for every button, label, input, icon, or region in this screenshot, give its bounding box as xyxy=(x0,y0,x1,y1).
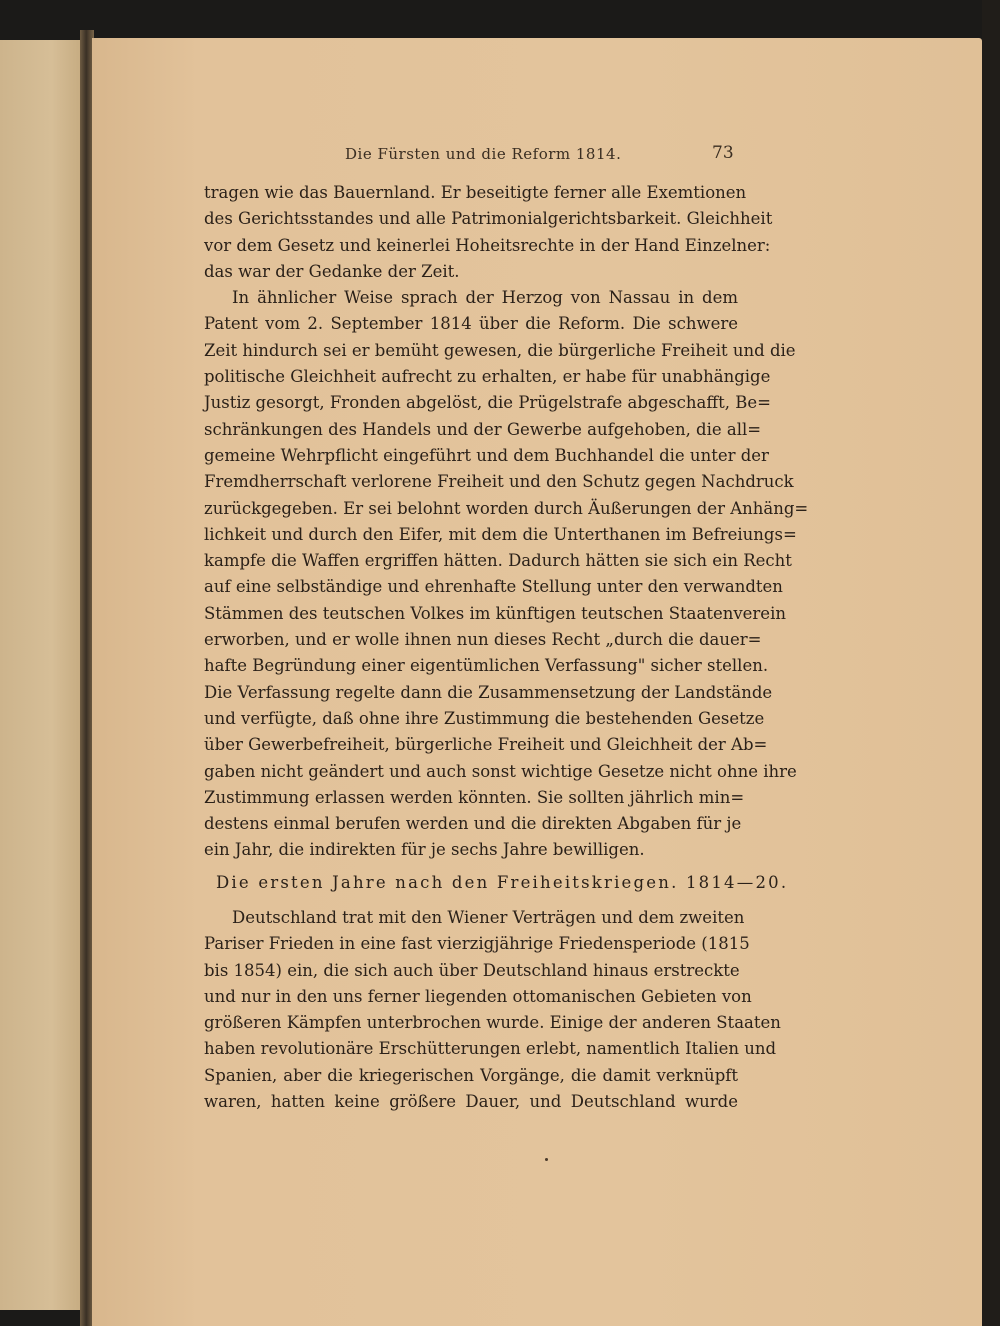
text-line: des Gerichtsstandes und alle Patrimonialgerichtsbarkeit. Gleichheit xyxy=(204,209,773,229)
text-line: auf eine selbständige und ehrenhafte Stellung unter den verwandten xyxy=(204,577,783,597)
text-line: Patent vom 2. September 1814 über die Reform. Die schwere xyxy=(204,314,738,334)
text-line: Stämmen des teutschen Volkes im künftigen teutschen Staatenverein xyxy=(204,603,786,623)
text-line: über Gewerbefreiheit, bürgerliche Freiheit und Gleichheit der Ab= xyxy=(204,735,768,755)
text-line: In ähnlicher Weise sprach der Herzog von Nassau in dem xyxy=(232,288,738,308)
text-line: schränkungen des Handels und der Gewerbe aufgehoben, die all= xyxy=(204,419,762,439)
running-head: Die Fürsten und die Reform 1814. xyxy=(345,145,622,163)
text-line: vor dem Gesetz und keinerlei Hoheitsrechte in der Hand Einzelner: xyxy=(204,235,771,255)
text-line: lichkeit und durch den Eifer, mit dem die Unterthanen im Befreiungs= xyxy=(204,524,797,544)
text-line: und nur in den uns ferner liegenden ottomanischen Gebieten von xyxy=(204,986,752,1006)
text-line: hafte Begründung einer eigentümlichen Verfassung" sicher stellen. xyxy=(204,656,769,676)
text-line: ein Jahr, die indirekten für je sechs Jahre bewilligen. xyxy=(204,840,645,860)
text-line: Fremdherrschaft verlorene Freiheit und den Schutz gegen Nachdruck xyxy=(204,472,794,492)
paper-speck xyxy=(545,1158,548,1161)
text-line: haben revolutionäre Erschütterungen erlebt, namentlich Italien und xyxy=(204,1039,777,1059)
text-line: Die Verfassung regelte dann die Zusammensetzung der Landstände xyxy=(204,682,773,702)
page-number: 73 xyxy=(712,143,734,163)
left-page-edge xyxy=(0,40,86,1310)
text-line: Justiz gesorgt, Fronden abgelöst, die Prügelstrafe abgeschafft, Be= xyxy=(204,393,771,413)
text-line: gemeine Wehrpflicht eingeführt und dem Buchhandel die unter der xyxy=(204,445,769,465)
text-line: tragen wie das Bauernland. Er beseitigte ferner alle Exemtionen xyxy=(204,183,747,202)
body-text xyxy=(204,180,809,864)
text-line: waren, hatten keine größere Dauer, und Deutschland wurde xyxy=(204,1092,738,1112)
text-line: Pariser Frieden in eine fast vierzigjährige Friedensperiode (1815 xyxy=(204,934,750,954)
text-line: politische Gleichheit aufrecht zu erhalten, er habe für unabhängige xyxy=(204,367,771,387)
text-line: größeren Kämpfen unterbrochen wurde. Einige der anderen Staaten xyxy=(204,1013,781,1033)
text-line: kampfe die Waffen ergriffen hätten. Dadurch hätten sie sich ein Recht xyxy=(204,551,792,571)
text-line: Zeit hindurch sei er bemüht gewesen, die bürgerliche Freiheit und die xyxy=(204,340,796,360)
text-line: destens einmal berufen werden und die direkten Abgaben für je xyxy=(204,814,742,834)
text-line: erworben, und er wolle ihnen nun dieses Recht „durch die dauer= xyxy=(204,630,762,650)
text-line: zurückgegeben. Er sei belohnt worden durch Äußerungen der Anhäng= xyxy=(204,498,809,518)
body-text xyxy=(204,905,781,1115)
section-heading: Die ersten Jahre nach den Freiheitskriegen. 1814—20. xyxy=(216,873,789,892)
text-line: gaben nicht geändert und auch sonst wichtige Gesetze nicht ohne ihre xyxy=(204,761,797,781)
text-line: das war der Gedanke der Zeit. xyxy=(204,261,460,281)
scan-border xyxy=(982,0,1000,1326)
text-line: bis 1854) ein, die sich auch über Deutschland hinaus erstreckte xyxy=(204,960,740,980)
text-line: Zustimmung erlassen werden könnten. Sie sollten jährlich min= xyxy=(204,787,745,807)
text-line: Spanien, aber die kriegerischen Vorgänge, die damit verknüpft xyxy=(204,1065,738,1085)
text-line: und verfügte, daß ohne ihre Zustimmung die bestehenden Gesetze xyxy=(204,708,765,728)
text-line: Deutschland trat mit den Wiener Verträgen und dem zweiten xyxy=(232,908,745,927)
